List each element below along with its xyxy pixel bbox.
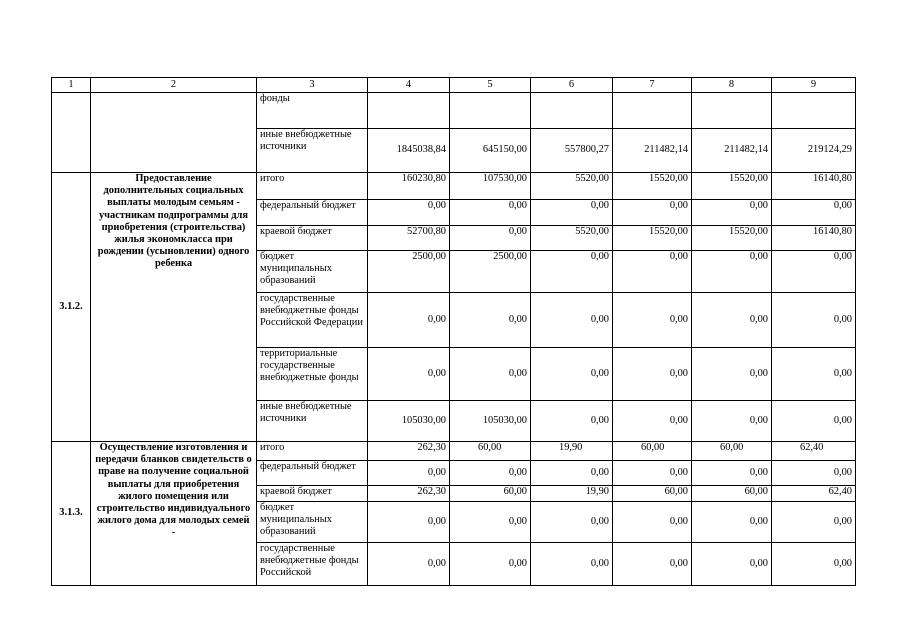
table-row [52,173,856,200]
funding-source: итого [257,442,368,461]
funding-source: краевой бюджет [257,226,368,251]
amount-year-col-5: 107530,00 [450,173,531,200]
amount-year-col-5: 0,00 [450,461,531,486]
funding-source: государственные внебюджетные фонды Российской [257,543,368,586]
funding-source: итого [257,173,368,200]
amount-year-col-8: 0,00 [692,251,772,293]
amount-year-col-9: 16140,80 [772,173,856,200]
amount-year-col-8 [692,93,772,129]
amount-year-col-9: 62,40 [772,486,856,502]
column-number-row [52,78,856,93]
amount-year-col-7: 0,00 [613,200,692,226]
amount-year-col-6: 0,00 [531,461,613,486]
amount-year-col-6: 5520,00 [531,226,613,251]
amount-year-col-5: 0,00 [450,226,531,251]
amount-year-col-6: 557800,27 [531,129,613,173]
amount-year-col-4: 0,00 [368,502,450,543]
amount-year-col-6: 0,00 [531,251,613,293]
amount-year-col-4: 52700,80 [368,226,450,251]
table-row [52,442,856,461]
funding-source: краевой бюджет [257,486,368,502]
amount-year-col-4: 262,30 [368,442,450,461]
amount-year-col-9: 0,00 [772,293,856,348]
funding-source: фонды [257,93,368,129]
amount-year-col-8: 0,00 [692,200,772,226]
amount-year-col-6: 19,90 [531,486,613,502]
amount-year-col-9: 0,00 [772,401,856,442]
amount-year-col-4: 262,30 [368,486,450,502]
amount-year-col-9: 0,00 [772,502,856,543]
funding-source: иные внебюджетные источники [257,401,368,442]
amount-year-col-5: 0,00 [450,293,531,348]
amount-year-col-8: 15520,00 [692,226,772,251]
amount-year-col-8: 15520,00 [692,173,772,200]
amount-year-col-6: 0,00 [531,502,613,543]
amount-year-col-8: 0,00 [692,348,772,401]
amount-year-col-7: 60,00 [613,486,692,502]
column-number-7: 7 [613,78,692,93]
column-number-8: 8 [692,78,772,93]
amount-year-col-4: 105030,00 [368,401,450,442]
amount-year-col-5: 105030,00 [450,401,531,442]
amount-year-col-8: 0,00 [692,461,772,486]
amount-year-col-7: 0,00 [613,293,692,348]
amount-year-col-7: 0,00 [613,348,692,401]
amount-year-col-5: 0,00 [450,543,531,586]
amount-year-col-7: 0,00 [613,401,692,442]
funding-source: государственные внебюджетные фонды Российской Федерации [257,293,368,348]
amount-year-col-9: 0,00 [772,251,856,293]
amount-year-col-4: 0,00 [368,348,450,401]
amount-year-col-6: 0,00 [531,200,613,226]
amount-year-col-6: 5520,00 [531,173,613,200]
amount-year-col-5 [450,93,531,129]
amount-year-col-5: 60,00 [450,442,531,461]
measure-index: 3.1.3. [52,442,91,586]
amount-year-col-9: 219124,29 [772,129,856,173]
amount-year-col-5: 2500,00 [450,251,531,293]
amount-year-col-4: 0,00 [368,461,450,486]
column-number-6: 6 [531,78,613,93]
amount-year-col-4: 1845038,84 [368,129,450,173]
measure-index: 3.1.2. [52,173,91,442]
column-number-4: 4 [368,78,450,93]
funding-source: бюджет муниципальных образований [257,502,368,543]
amount-year-col-8: 60,00 [692,486,772,502]
amount-year-col-5: 0,00 [450,200,531,226]
column-number-1: 1 [52,78,91,93]
amount-year-col-6: 0,00 [531,293,613,348]
amount-year-col-6: 0,00 [531,348,613,401]
amount-year-col-9: 0,00 [772,200,856,226]
amount-year-col-7: 0,00 [613,251,692,293]
amount-year-col-9: 0,00 [772,461,856,486]
amount-year-col-4: 0,00 [368,293,450,348]
amount-year-col-9: 62,40 [772,442,856,461]
amount-year-col-8: 0,00 [692,502,772,543]
amount-year-col-9: 0,00 [772,543,856,586]
funding-source: территориальные государственные внебюджетные фонды [257,348,368,401]
amount-year-col-8: 0,00 [692,543,772,586]
amount-year-col-7: 15520,00 [613,226,692,251]
amount-year-col-7: 0,00 [613,461,692,486]
amount-year-col-6: 0,00 [531,401,613,442]
column-number-3: 3 [257,78,368,93]
amount-year-col-8: 0,00 [692,293,772,348]
measure-description: Предоставление дополнительных социальных выплаты молодым семьям - участникам подпрограммы для приобретения (строительства) жилья экономкласса при рождении (усыновлении) одного ребенка [91,173,257,442]
amount-year-col-5: 0,00 [450,502,531,543]
amount-year-col-6: 0,00 [531,543,613,586]
funding-source: федеральный бюджет [257,461,368,486]
funding-table [51,77,856,586]
amount-year-col-6: 19,90 [531,442,613,461]
column-number-5: 5 [450,78,531,93]
funding-source: бюджет муниципальных образований [257,251,368,293]
funding-source: иные внебюджетные источники [257,129,368,173]
measure-description: Осуществление изготовления и передачи бланков свидетельств о праве на получение социальной выплаты для приобретения жилого помещения или строительство индивидуального жилого дома для молодых семей - [91,442,257,586]
amount-year-col-8: 211482,14 [692,129,772,173]
funding-source: федеральный бюджет [257,200,368,226]
amount-year-col-8: 0,00 [692,401,772,442]
amount-year-col-5: 60,00 [450,486,531,502]
table-row [52,93,856,129]
amount-year-col-5: 645150,00 [450,129,531,173]
amount-year-col-6 [531,93,613,129]
amount-year-col-7: 211482,14 [613,129,692,173]
measure-index [52,93,91,173]
amount-year-col-4: 0,00 [368,200,450,226]
amount-year-col-7: 15520,00 [613,173,692,200]
amount-year-col-7 [613,93,692,129]
amount-year-col-9: 16140,80 [772,226,856,251]
amount-year-col-7: 0,00 [613,502,692,543]
amount-year-col-7: 0,00 [613,543,692,586]
column-number-9: 9 [772,78,856,93]
amount-year-col-4: 160230,80 [368,173,450,200]
amount-year-col-4: 2500,00 [368,251,450,293]
amount-year-col-4: 0,00 [368,543,450,586]
amount-year-col-4 [368,93,450,129]
measure-description [91,93,257,173]
amount-year-col-5: 0,00 [450,348,531,401]
column-number-2: 2 [91,78,257,93]
amount-year-col-9 [772,93,856,129]
amount-year-col-9: 0,00 [772,348,856,401]
amount-year-col-7: 60,00 [613,442,692,461]
amount-year-col-8: 60,00 [692,442,772,461]
